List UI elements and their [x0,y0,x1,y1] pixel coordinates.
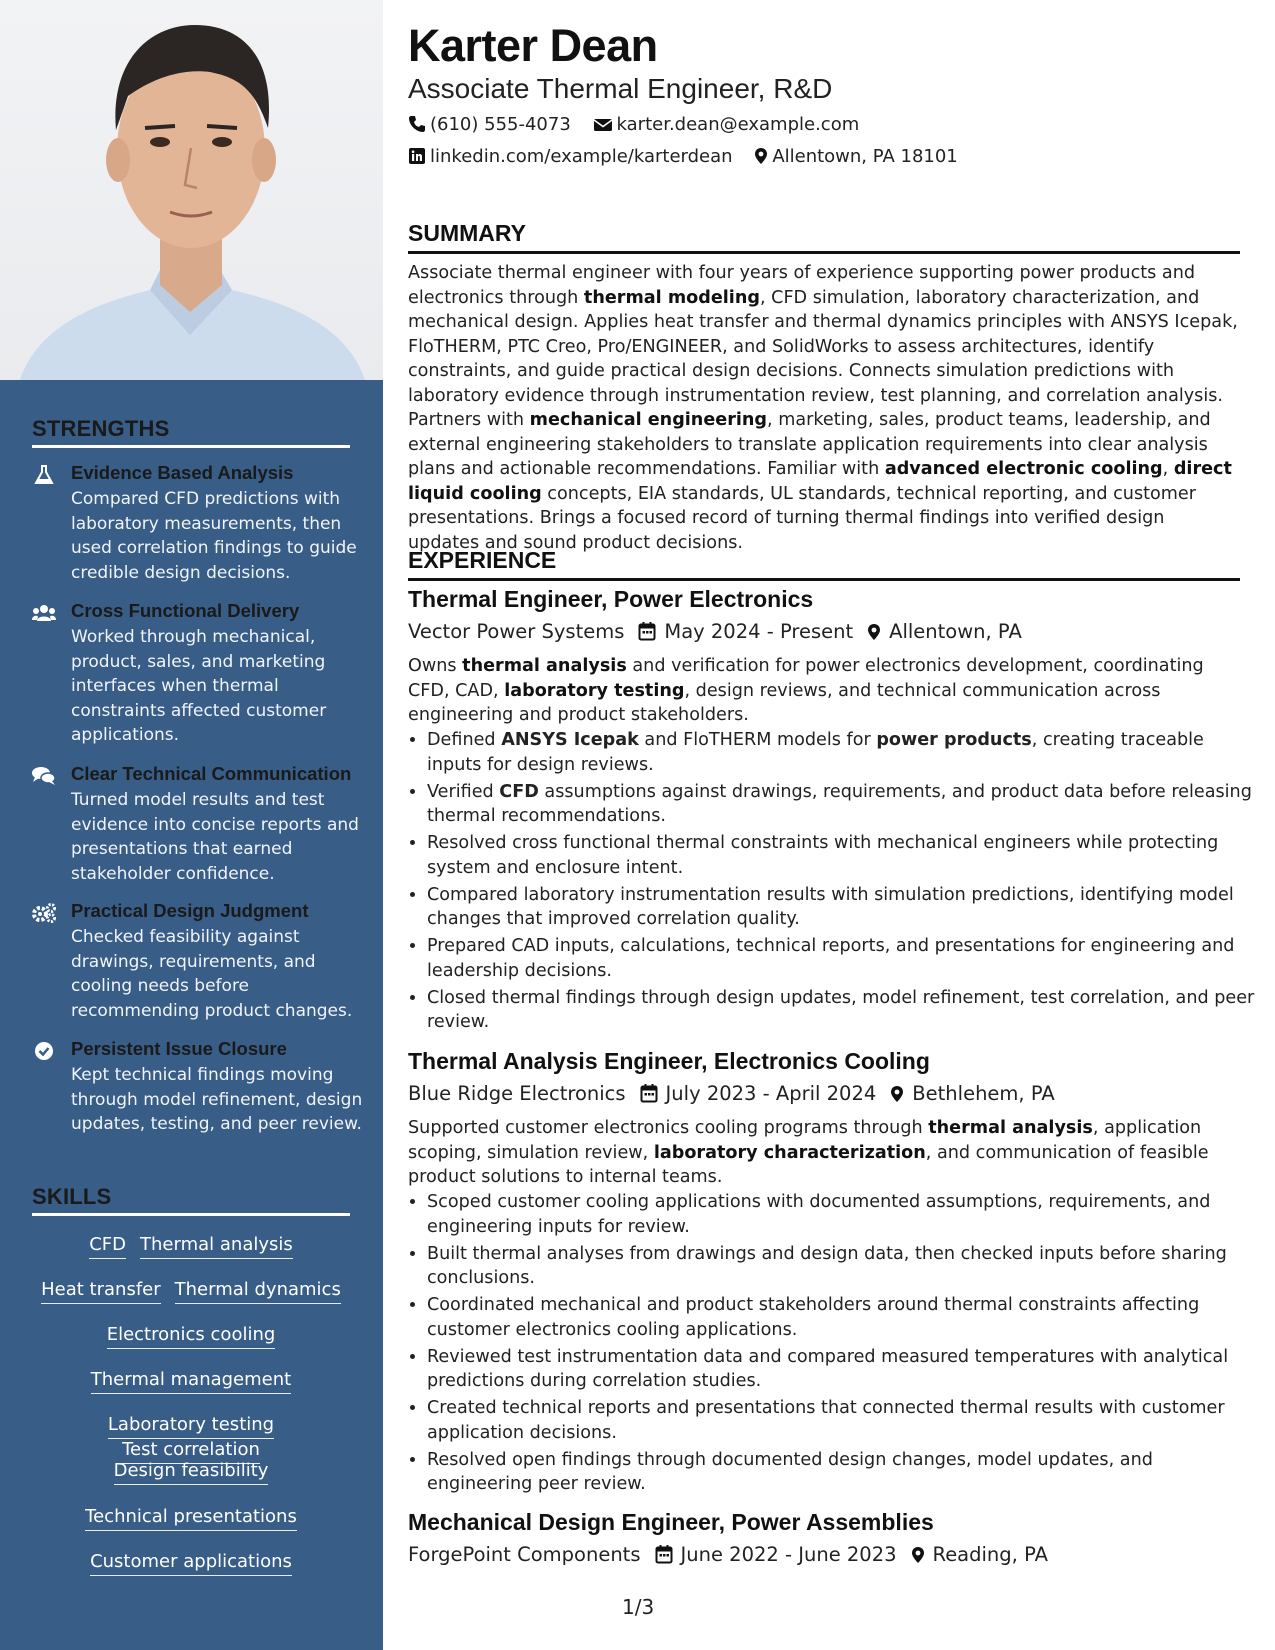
linkedin-item [408,146,733,167]
skills-row [32,1414,350,1464]
strength-title: Practical Design Judgment [71,900,309,921]
job-location: Bethlehem, PA [912,1082,1055,1105]
job-title: Thermal Engineer, Power Electronics [408,586,814,612]
candidate-name: Karter Dean [408,20,658,71]
map-pin-icon [911,1546,925,1564]
skills-heading: SKILLS [32,1184,350,1216]
map-pin-icon [754,147,768,165]
job-dates: May 2024 - Present [664,620,854,643]
map-pin-icon [867,623,881,641]
envelope-icon [593,117,613,133]
strength-description: Checked feasibility against drawings, requirements, and cooling needs before recommending product changes. [71,927,353,1021]
location-item [754,146,957,167]
strength-title: Cross Functional Delivery [71,600,300,621]
skill-tag: Thermal management [91,1369,291,1394]
job-summary: Supported customer electronics cooling programs through thermal analysis, application scoping, simulation review, laboratory characterization, and communication of feasible product solutions to internal teams. [408,1118,1209,1187]
check-circle-icon [32,1041,56,1061]
strength-description: Turned model results and test evidence into concise reports and presentations that earned stakeholder confidence. [71,790,359,884]
flask-icon [32,465,56,485]
job-bullet-item: • Scoped customer cooling applications with documented assumptions, requirements, and engineering inputs for review. [427,1190,1259,1239]
profile-photo [0,0,383,380]
skills-row [32,1234,350,1259]
job-bullet-item: • Built thermal analyses from drawings and design data, then checked inputs before sharing conclusions. [427,1242,1259,1291]
experience-heading: EXPERIENCE [408,547,1240,581]
skill-tag: Thermal analysis [140,1234,293,1259]
company-name: Blue Ridge Electronics [408,1082,626,1105]
phone-item [408,114,571,135]
summary-paragraph: Associate thermal engineer with four years of experience supporting power products and electronics through thermal modeling, CFD simulation, laboratory characterization, and mechanical design. Applies heat transfer and thermal dynamics principles with ANSYS Icepak, FloTHERM, PTC Creo, Pro/ENGINEER, and SolidWorks to assess architectures, identify constraints, and guide practical design decisions. Connects simulation predictions with laboratory evidence through instrumentation review, test planning, and correlation analysis. Partners with mechanical engineering, marketing, sales, product teams, leadership, and external engineering stakeholders to translate application requirements into clear analysis plans and actionable recommendations. Familiar with advanced electronic cooling, direct liquid cooling concepts, EIA standards, UL standards, technical reporting, and customer presentations. Brings a focused record of turning thermal findings into verified design updates and sound product decisions. [408,263,1238,553]
skills-row [32,1324,350,1349]
job-location: Reading, PA [932,1543,1048,1566]
job-title: Mechanical Design Engineer, Power Assemblies [408,1509,934,1535]
skill-tag: Heat transfer [41,1279,161,1304]
skill-tag: Design feasibility [114,1460,269,1485]
summary-heading: SUMMARY [408,220,1240,254]
skills-row [32,1369,350,1394]
linkedin-link[interactable]: linkedin.com/example/karterdean [430,146,733,167]
job-bullet-item: • Verified CFD assumptions against drawings, requirements, and product data before releasing thermal recommendations. [427,780,1259,829]
skill-tag: Test correlation [122,1439,260,1464]
job-dates: July 2023 - April 2024 [665,1082,877,1105]
candidate-title: Associate Thermal Engineer, R&D [408,73,833,104]
skills-row [32,1506,350,1531]
job-bullet-item: • Coordinated mechanical and product stakeholders around thermal constraints affecting customer electronics cooling applications. [427,1293,1259,1342]
job-bullet-item: • Prepared CAD inputs, calculations, technical reports, and presentations for engineering and leadership decisions. [427,934,1259,983]
map-pin-icon [890,1085,904,1103]
job-bullet-item: • Closed thermal findings through design updates, model refinement, test correlation, and peer review. [427,986,1259,1035]
cogs-icon [32,903,56,923]
sidebar [0,0,383,1650]
skill-tag: Electronics cooling [107,1324,276,1349]
linkedin-icon [408,147,426,165]
calendar-icon [638,621,656,641]
email-link[interactable]: karter.dean@example.com [616,114,860,135]
phone-number[interactable]: (610) 555-4073 [430,114,571,135]
job-bullets [408,728,1259,1037]
strength-description: Kept technical findings moving through model refinement, design updates, testing, and peer review. [71,1065,363,1134]
strengths-heading: STRENGTHS [32,416,350,448]
job-bullet-item: • Created technical reports and presentations that connected thermal results with customer application decisions. [427,1396,1259,1445]
skill-tag: Customer applications [90,1551,292,1576]
contact-line-1 [408,114,875,135]
job-meta [408,620,1022,643]
skills-row [32,1551,350,1576]
strength-title: Persistent Issue Closure [71,1038,287,1059]
job-bullet-item: • Compared laboratory instrumentation results with simulation predictions, identifying model changes that improved correlation quality. [427,883,1259,932]
skills-row [32,1460,350,1485]
job-meta [408,1543,1048,1566]
job-bullets [408,1190,1259,1499]
company-name: Vector Power Systems [408,620,625,643]
calendar-icon [640,1083,658,1103]
job-bullet-item: • Reviewed test instrumentation data and compared measured temperatures with analytical predictions during correlation studies. [427,1345,1259,1394]
comments-icon [32,766,56,786]
skills-row [32,1279,350,1304]
skill-tag: Technical presentations [85,1506,297,1531]
job-summary: Owns thermal analysis and verification for power electronics development, coordinating CFD, CAD, laboratory testing, design reviews, and technical communication across engineering and product stakeholders. [408,656,1204,725]
strength-title: Clear Technical Communication [71,763,352,784]
page-number: 1/3 [622,1595,655,1619]
job-bullet-item: • Resolved cross functional thermal constraints with mechanical engineers while protecting system and enclosure intent. [427,831,1259,880]
strength-title: Evidence Based Analysis [71,462,294,483]
job-title: Thermal Analysis Engineer, Electronics Cooling [408,1048,930,1074]
calendar-icon [655,1544,673,1564]
contact-line-2 [408,146,974,167]
job-location: Allentown, PA [889,620,1022,643]
strength-description: Compared CFD predictions with laboratory measurements, then used correlation findings to guide credible design decisions. [71,489,357,583]
skill-tag: CFD [89,1234,126,1259]
skill-tag: Thermal dynamics [175,1279,341,1304]
skill-tag: Laboratory testing [108,1414,274,1439]
job-bullet-item: • Defined ANSYS Icepak and FloTHERM models for power products, creating traceable inputs for design reviews. [427,728,1259,777]
strength-description: Worked through mechanical, product, sales, and marketing interfaces when thermal constraints affected customer applications. [71,627,327,745]
email-item [593,114,860,135]
location-text: Allentown, PA 18101 [772,146,958,167]
phone-icon [408,115,426,133]
users-icon [32,603,56,623]
job-bullet-item: • Resolved open findings through documented design changes, model updates, and engineering peer review. [427,1448,1259,1497]
company-name: ForgePoint Components [408,1543,641,1566]
job-dates: June 2022 - June 2023 [680,1543,897,1566]
job-meta [408,1082,1055,1105]
